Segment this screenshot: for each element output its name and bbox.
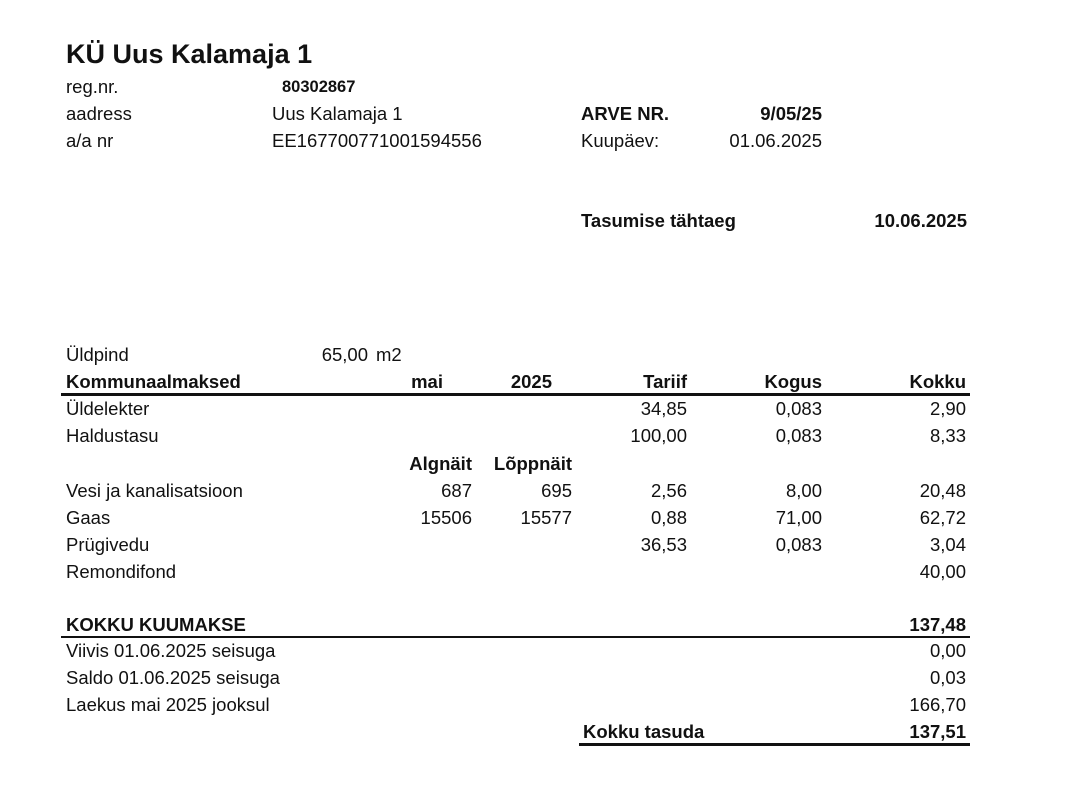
row-tariff: 2,56 (650, 480, 687, 501)
row-name: Vesi ja kanalisatsioon (66, 480, 243, 501)
row-tariff: 34,85 (640, 398, 687, 419)
row-name: Remondifond (66, 561, 177, 582)
monthly-total-value: 137,48 (909, 614, 966, 635)
row-total: 20,48 (919, 480, 966, 501)
table-month: mai (411, 371, 443, 392)
row-meter-end: 695 (541, 480, 572, 501)
row-name: Haldustasu (66, 425, 159, 446)
table-year: 2025 (510, 371, 552, 392)
balance-label: Saldo 01.06.2025 seisuga (66, 667, 280, 688)
area-value: 65,00 (321, 344, 368, 365)
account-label: a/a nr (66, 130, 114, 151)
area-label: Üldpind (66, 344, 129, 365)
balance-value: 0,03 (929, 667, 966, 688)
account-value: EE167700771001594556 (272, 130, 482, 151)
row-total: 8,33 (929, 425, 966, 446)
column-header-total: Kokku (909, 371, 966, 392)
row-quantity: 0,083 (775, 534, 822, 555)
row-total: 2,90 (929, 398, 966, 419)
received-label: Laekus mai 2025 jooksul (66, 694, 270, 715)
amount-due-value: 137,51 (909, 721, 966, 742)
invoice-date-value: 01.06.2025 (729, 130, 822, 151)
due-date-value: 10.06.2025 (874, 210, 967, 231)
row-total: 40,00 (919, 561, 966, 582)
row-total: 62,72 (919, 507, 966, 528)
invoice-number-label: ARVE NR. (581, 103, 670, 124)
row-quantity: 0,083 (775, 425, 822, 446)
reg-value: 80302867 (282, 78, 356, 96)
received-value: 166,70 (909, 694, 966, 715)
row-quantity: 8,00 (785, 480, 822, 501)
area-unit: m2 (376, 344, 402, 365)
column-header-quantity: Kogus (764, 371, 822, 392)
address-value: Uus Kalamaja 1 (272, 103, 403, 124)
due-date-label: Tasumise tähtaeg (581, 210, 736, 231)
header-divider (61, 393, 970, 396)
penalty-label: Viivis 01.06.2025 seisuga (66, 640, 276, 661)
table-title: Kommunaalmaksed (66, 371, 241, 392)
column-header-tariff: Tariif (643, 371, 687, 392)
invoice-date-label: Kuupäev: (581, 130, 660, 151)
row-quantity: 71,00 (775, 507, 822, 528)
meter-start-header: Algnäit (409, 453, 472, 474)
company-name: KÜ Uus Kalamaja 1 (66, 39, 313, 69)
invoice-number-value: 9/05/25 (760, 103, 822, 124)
row-total: 3,04 (929, 534, 966, 555)
summary-divider (61, 636, 970, 638)
row-tariff: 36,53 (640, 534, 687, 555)
address-label: aadress (66, 103, 132, 124)
row-meter-start: 687 (441, 480, 472, 501)
amount-due-label: Kokku tasuda (583, 721, 705, 742)
reg-label: reg.nr. (66, 76, 119, 97)
row-meter-start: 15506 (420, 507, 472, 528)
row-name: Üldelekter (66, 398, 150, 419)
row-tariff: 100,00 (630, 425, 687, 446)
penalty-value: 0,00 (929, 640, 966, 661)
row-tariff: 0,88 (650, 507, 687, 528)
row-meter-end: 15577 (520, 507, 572, 528)
row-name: Prügivedu (66, 534, 150, 555)
meter-end-header: Lõppnäit (493, 453, 572, 474)
amount-due-underline (579, 743, 970, 746)
monthly-total-label: KOKKU KUUMAKSE (66, 614, 246, 635)
row-quantity: 0,083 (775, 398, 822, 419)
row-name: Gaas (66, 507, 111, 528)
